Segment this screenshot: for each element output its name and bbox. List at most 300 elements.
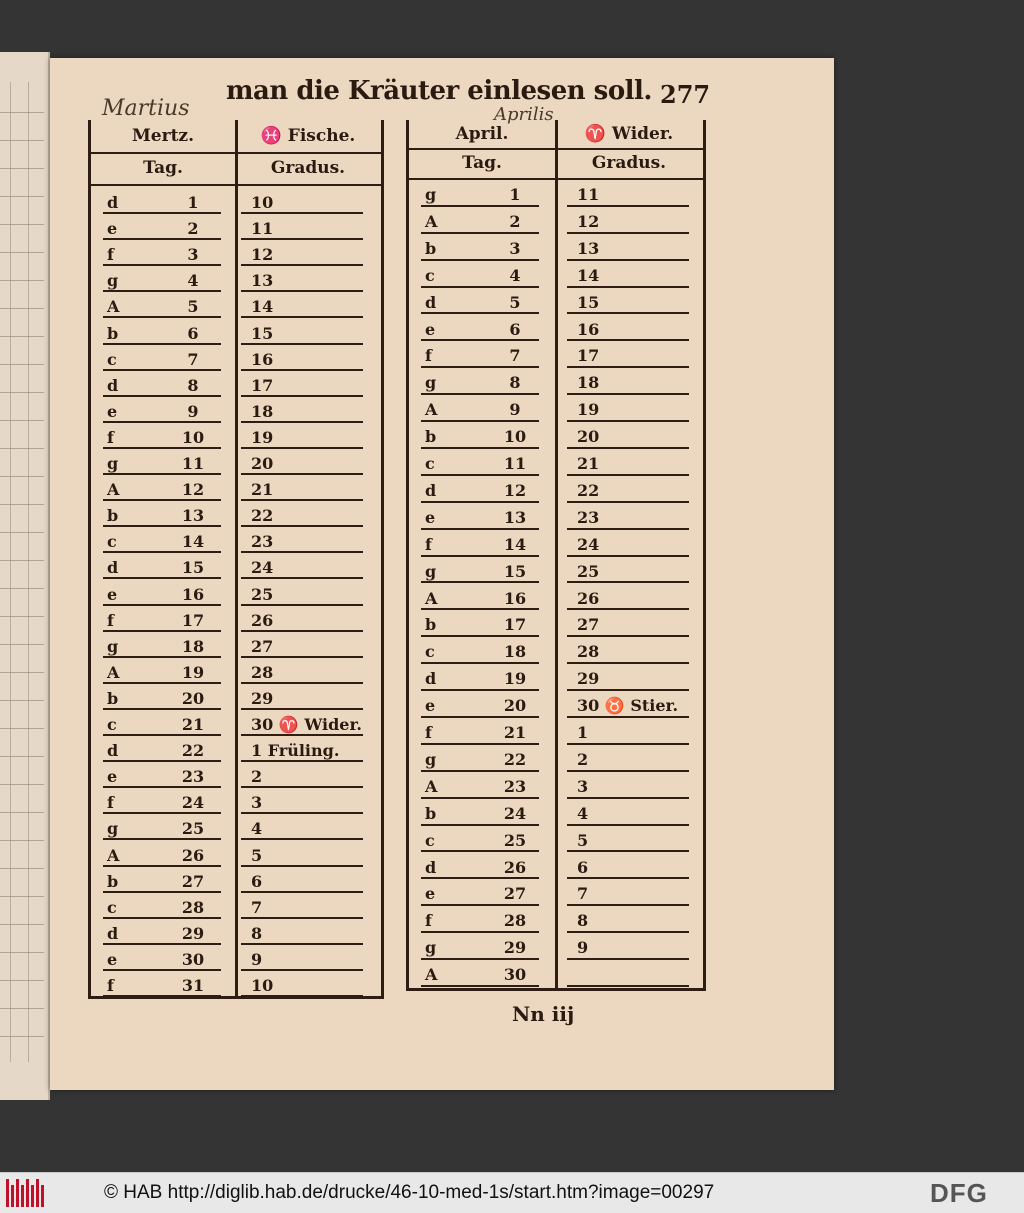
dominical-letter: e [107,401,118,421]
row-rule [421,286,539,288]
degree-value: 27 [251,636,274,656]
row-rule [103,760,221,762]
row-rule [241,369,363,371]
table-row [91,686,381,712]
facing-page-rule [0,308,44,309]
dominical-letter: b [107,506,119,526]
dominical-letter: c [107,532,117,552]
row-rule [567,931,689,933]
row-rule [421,635,539,637]
row-rule [103,604,221,606]
row-rule [421,420,539,422]
table-row [409,532,703,559]
row-rule [103,917,221,919]
row-rule [567,555,689,557]
facing-page-rule [0,392,44,393]
dominical-letter: A [425,588,438,608]
table-row [91,869,381,895]
degree-value: 12 [577,211,600,231]
table-row [91,451,381,477]
row-rule [103,734,221,736]
dominical-letter: g [425,938,437,958]
day-number: 3 [509,238,521,258]
dominical-letter: b [107,688,119,708]
row-rule [567,286,689,288]
table-row [409,559,703,586]
degree-value: 20 [251,454,274,473]
dominical-letter: f [107,427,114,447]
table-row [409,612,703,639]
row-rule [241,551,363,553]
table-row [91,294,381,320]
dominical-letter: e [425,319,436,339]
table-row [91,582,381,608]
row-rule [103,264,221,266]
table-row [409,747,703,774]
day-number: 21 [503,723,527,742]
table-row [409,263,703,290]
facing-page-rule [0,112,44,113]
dominical-letter: A [425,965,438,985]
table-row [91,660,381,686]
day-number: 28 [181,897,205,917]
dominical-letter: g [107,819,119,839]
day-number: 17 [181,610,205,630]
table-row [91,634,381,660]
table-row [409,343,703,370]
table-row [409,801,703,828]
row-rule [567,608,689,610]
day-number: 29 [503,938,527,958]
degree-value: 9 [577,938,589,958]
row-rule [421,824,539,826]
day-number: 22 [181,741,205,761]
day-number: 14 [503,534,527,554]
dominical-letter: f [107,245,114,265]
row-rule [241,760,363,762]
table-row [91,921,381,947]
row-rule [421,581,539,583]
row-rule [567,904,689,906]
row-rule [103,943,221,945]
logo-bar [41,1185,44,1207]
table-row [91,503,381,529]
degree-value: 25 [251,584,274,604]
degree-value: 17 [251,375,274,395]
header-rule [409,148,703,150]
month-header-row [409,124,703,144]
row-rule [421,689,539,691]
day-number: 2 [187,219,199,239]
table-row [91,425,381,451]
row-rule [421,393,539,395]
row-rule [567,635,689,637]
day-number: 23 [503,776,527,796]
dominical-letter: b [425,238,437,258]
day-number: 8 [509,373,521,393]
zodiac-header: ♈ Wider. [584,124,674,144]
dominical-letter: e [107,584,118,604]
row-rule [103,238,221,240]
facing-page-rule [0,252,44,253]
degree-value: 20 [577,427,600,447]
day-number: 24 [503,803,527,823]
row-rule [241,316,363,318]
dominical-letter: f [107,976,114,995]
dominical-letter: A [107,662,120,682]
table-row [409,720,703,747]
day-number: 7 [509,346,521,366]
row-rule [103,812,221,814]
row-rule [567,501,689,503]
dominical-letter: A [107,297,120,317]
row-rule [567,689,689,691]
day-number: 6 [509,319,521,339]
dominical-letter: d [107,558,119,578]
dominical-letter: c [425,830,435,850]
degree-value: 26 [251,610,274,630]
dominical-letter: c [107,715,117,734]
degree-value: 7 [251,897,263,917]
degree-value: 7 [577,884,589,904]
degree-value: 1 Früling. [251,741,340,761]
row-rule [241,473,363,475]
row-rule [421,205,539,207]
day-number: 24 [181,793,205,813]
day-number: 26 [503,857,527,877]
degree-value: 16 [251,349,274,369]
facing-page-edge [0,52,50,1100]
row-rule [567,312,689,314]
row-rule [421,743,539,745]
dominical-letter: A [107,480,120,500]
degree-value: 22 [577,480,600,500]
day-number: 5 [509,292,521,312]
table-row [91,947,381,973]
row-rule [103,499,221,501]
degree-value: 3 [577,776,589,796]
day-number: 18 [181,636,205,656]
dominical-letter: b [425,803,437,823]
row-rule [567,716,689,718]
dominical-letter: g [425,185,437,204]
row-rule [421,501,539,503]
dominical-letter: g [425,561,437,581]
row-rule [567,797,689,799]
dfg-logo: DFG [930,1178,988,1208]
march-table [88,120,384,999]
dominical-letter: g [107,271,119,291]
table-row [91,190,381,216]
table-row [409,209,703,236]
table-row [91,843,381,869]
day-number: 20 [181,688,205,708]
table-row [91,321,381,347]
row-rule [241,604,363,606]
facing-page-rule [0,140,44,141]
facing-page-rule [0,420,44,421]
dominical-letter: c [425,265,435,285]
day-number: 28 [503,911,527,931]
row-rule [421,904,539,906]
row-rule [421,474,539,476]
day-header: Tag. [462,153,502,173]
header-rule [91,152,381,154]
day-number: 23 [181,767,205,787]
day-number: 1 [187,193,199,212]
table-row [91,555,381,581]
facing-page-rule [0,1008,44,1009]
day-number: 13 [503,507,527,527]
facing-page-rule [0,280,44,281]
degree-value: 10 [251,193,274,212]
row-rule [103,473,221,475]
dominical-letter: g [425,373,437,393]
degree-value: 26 [577,588,600,608]
dominical-letter: g [107,636,119,656]
facing-page-rule [0,700,44,701]
row-rule [241,264,363,266]
table-row [91,216,381,242]
row-rule [241,290,363,292]
day-number: 16 [503,588,527,608]
row-rule [241,838,363,840]
row-rule [567,474,689,476]
day-number: 25 [181,819,205,839]
day-number: 15 [181,558,205,578]
facing-page-rule [0,476,44,477]
dominical-letter: A [425,776,438,796]
dominical-letter: d [107,923,119,943]
facing-page-rule [0,504,44,505]
facing-page-rule [0,168,44,169]
row-rule [241,238,363,240]
row-rule [567,205,689,207]
facing-page-rule [0,728,44,729]
table-row [409,370,703,397]
degree-value: 19 [251,427,274,447]
dominical-letter: A [425,211,438,231]
degree-value: 22 [251,506,274,526]
day-number: 11 [503,454,527,473]
facing-page-rule [0,364,44,365]
day-number: 1 [509,185,521,204]
degree-value: 15 [251,323,274,343]
degree-value: 10 [251,976,274,995]
degree-value: 21 [577,454,600,473]
day-number: 14 [181,532,205,552]
row-rule [421,608,539,610]
day-number: 27 [503,884,527,904]
facing-page-rule [0,616,44,617]
table-row [91,738,381,764]
degree-value: 2 [577,749,589,769]
column-header-row [409,153,703,173]
facing-page-rule [0,560,44,561]
row-rule [567,743,689,745]
day-header: Tag. [143,158,183,178]
degree-value: 14 [577,265,600,285]
row-rule [241,865,363,867]
day-number: 3 [187,245,199,265]
table-row [409,424,703,451]
day-number: 12 [181,480,205,500]
row-rule [241,395,363,397]
day-number: 9 [187,401,199,421]
logo-bar [31,1185,34,1207]
row-rule [567,232,689,234]
day-number: 6 [187,323,199,343]
degree-value: 23 [251,532,274,552]
row-rule [241,708,363,710]
row-rule [241,682,363,684]
degree-value: 25 [577,561,600,581]
row-rule [103,290,221,292]
row-rule [421,662,539,664]
table-row [91,816,381,842]
dominical-letter: f [107,610,114,630]
month-header: Mertz. [131,126,194,146]
table-row [91,373,381,399]
dominical-letter: e [107,219,118,239]
table-row [409,317,703,344]
table-row [409,505,703,532]
table-row [409,666,703,693]
facing-page-rule [0,756,44,757]
row-rule [421,850,539,852]
row-rule [103,525,221,527]
dominical-letter: c [107,349,117,369]
row-rule [103,656,221,658]
row-rule [241,969,363,971]
dominical-letter: c [425,642,435,662]
degree-value: 6 [251,871,263,891]
degree-value: 13 [251,271,274,291]
day-number: 29 [181,923,205,943]
row-rule [241,630,363,632]
page-headline: man die Kräuter einlesen soll. [226,76,652,106]
day-number: 30 [503,965,527,985]
degree-value: 8 [251,923,263,943]
table-row [91,399,381,425]
table-row [409,693,703,720]
table-row [409,451,703,478]
degree-value: 4 [251,819,263,839]
table-row [409,774,703,801]
table-row [91,973,381,999]
dominical-letter: f [425,911,432,931]
dominical-letter: f [425,534,432,554]
table-row [91,790,381,816]
row-rule [567,528,689,530]
hab-logo-icon [6,1179,48,1207]
degree-value: 5 [251,845,263,865]
dominical-letter: b [107,323,119,343]
degree-value: 30 ♉ Stier. [577,696,679,716]
row-rule [567,447,689,449]
footer-bar [0,1172,1024,1213]
facing-page-rule [0,224,44,225]
row-rule [103,577,221,579]
row-rule [567,850,689,852]
table-row [409,182,703,209]
table-row [91,764,381,790]
dominical-letter: b [425,427,437,447]
row-rule [567,877,689,879]
dominical-letter: d [425,669,437,689]
degree-value: 16 [577,319,600,339]
degree-value: 6 [577,857,589,877]
dominical-letter: b [425,615,437,635]
day-number: 18 [503,642,527,662]
day-number: 12 [503,480,527,500]
table-row [91,895,381,921]
table-row [409,236,703,263]
dominical-letter: A [107,845,120,865]
day-number: 4 [509,265,521,285]
header-rule [409,178,703,180]
day-number: 31 [181,976,205,995]
degree-value: 18 [577,373,600,393]
dominical-letter: d [425,480,437,500]
facing-page-rule [0,1036,44,1037]
row-rule [103,551,221,553]
dominical-letter: e [425,884,436,904]
day-number: 30 [181,949,205,969]
degree-value: 11 [251,219,274,239]
table-row [409,586,703,613]
degree-value: 27 [577,615,600,635]
day-number: 13 [181,506,205,526]
degree-value: 19 [577,400,600,420]
handwritten-annotation-april: Aprilis [494,104,554,125]
row-rule [421,447,539,449]
row-rule [241,421,363,423]
table-row [409,908,703,935]
row-rule [421,232,539,234]
day-number: 27 [181,871,205,891]
dominical-letter: e [425,507,436,527]
month-header-row [91,126,381,146]
dominical-letter: e [107,949,118,969]
table-row [409,639,703,666]
facing-page-rule [0,896,44,897]
table-row [91,608,381,634]
row-rule [421,931,539,933]
dominical-letter: d [107,375,119,395]
zodiac-header: ♓ Fische. [260,126,356,146]
row-rule [421,985,539,987]
row-rule [103,682,221,684]
handwritten-annotation-march: Martius [102,96,190,121]
row-rule [241,943,363,945]
dominical-letter: c [107,897,117,917]
degree-value: 5 [577,830,589,850]
day-number: 25 [503,830,527,850]
logo-bar [16,1179,19,1207]
facing-page-rule [0,448,44,449]
row-rule [103,865,221,867]
row-rule [421,555,539,557]
dominical-letter: d [107,193,119,212]
dominical-letter: e [425,696,436,716]
day-number: 17 [503,615,527,635]
row-rule [103,969,221,971]
facing-page-rule [0,952,44,953]
degree-value: 29 [251,688,274,708]
logo-bar [26,1179,29,1207]
row-rule [567,824,689,826]
